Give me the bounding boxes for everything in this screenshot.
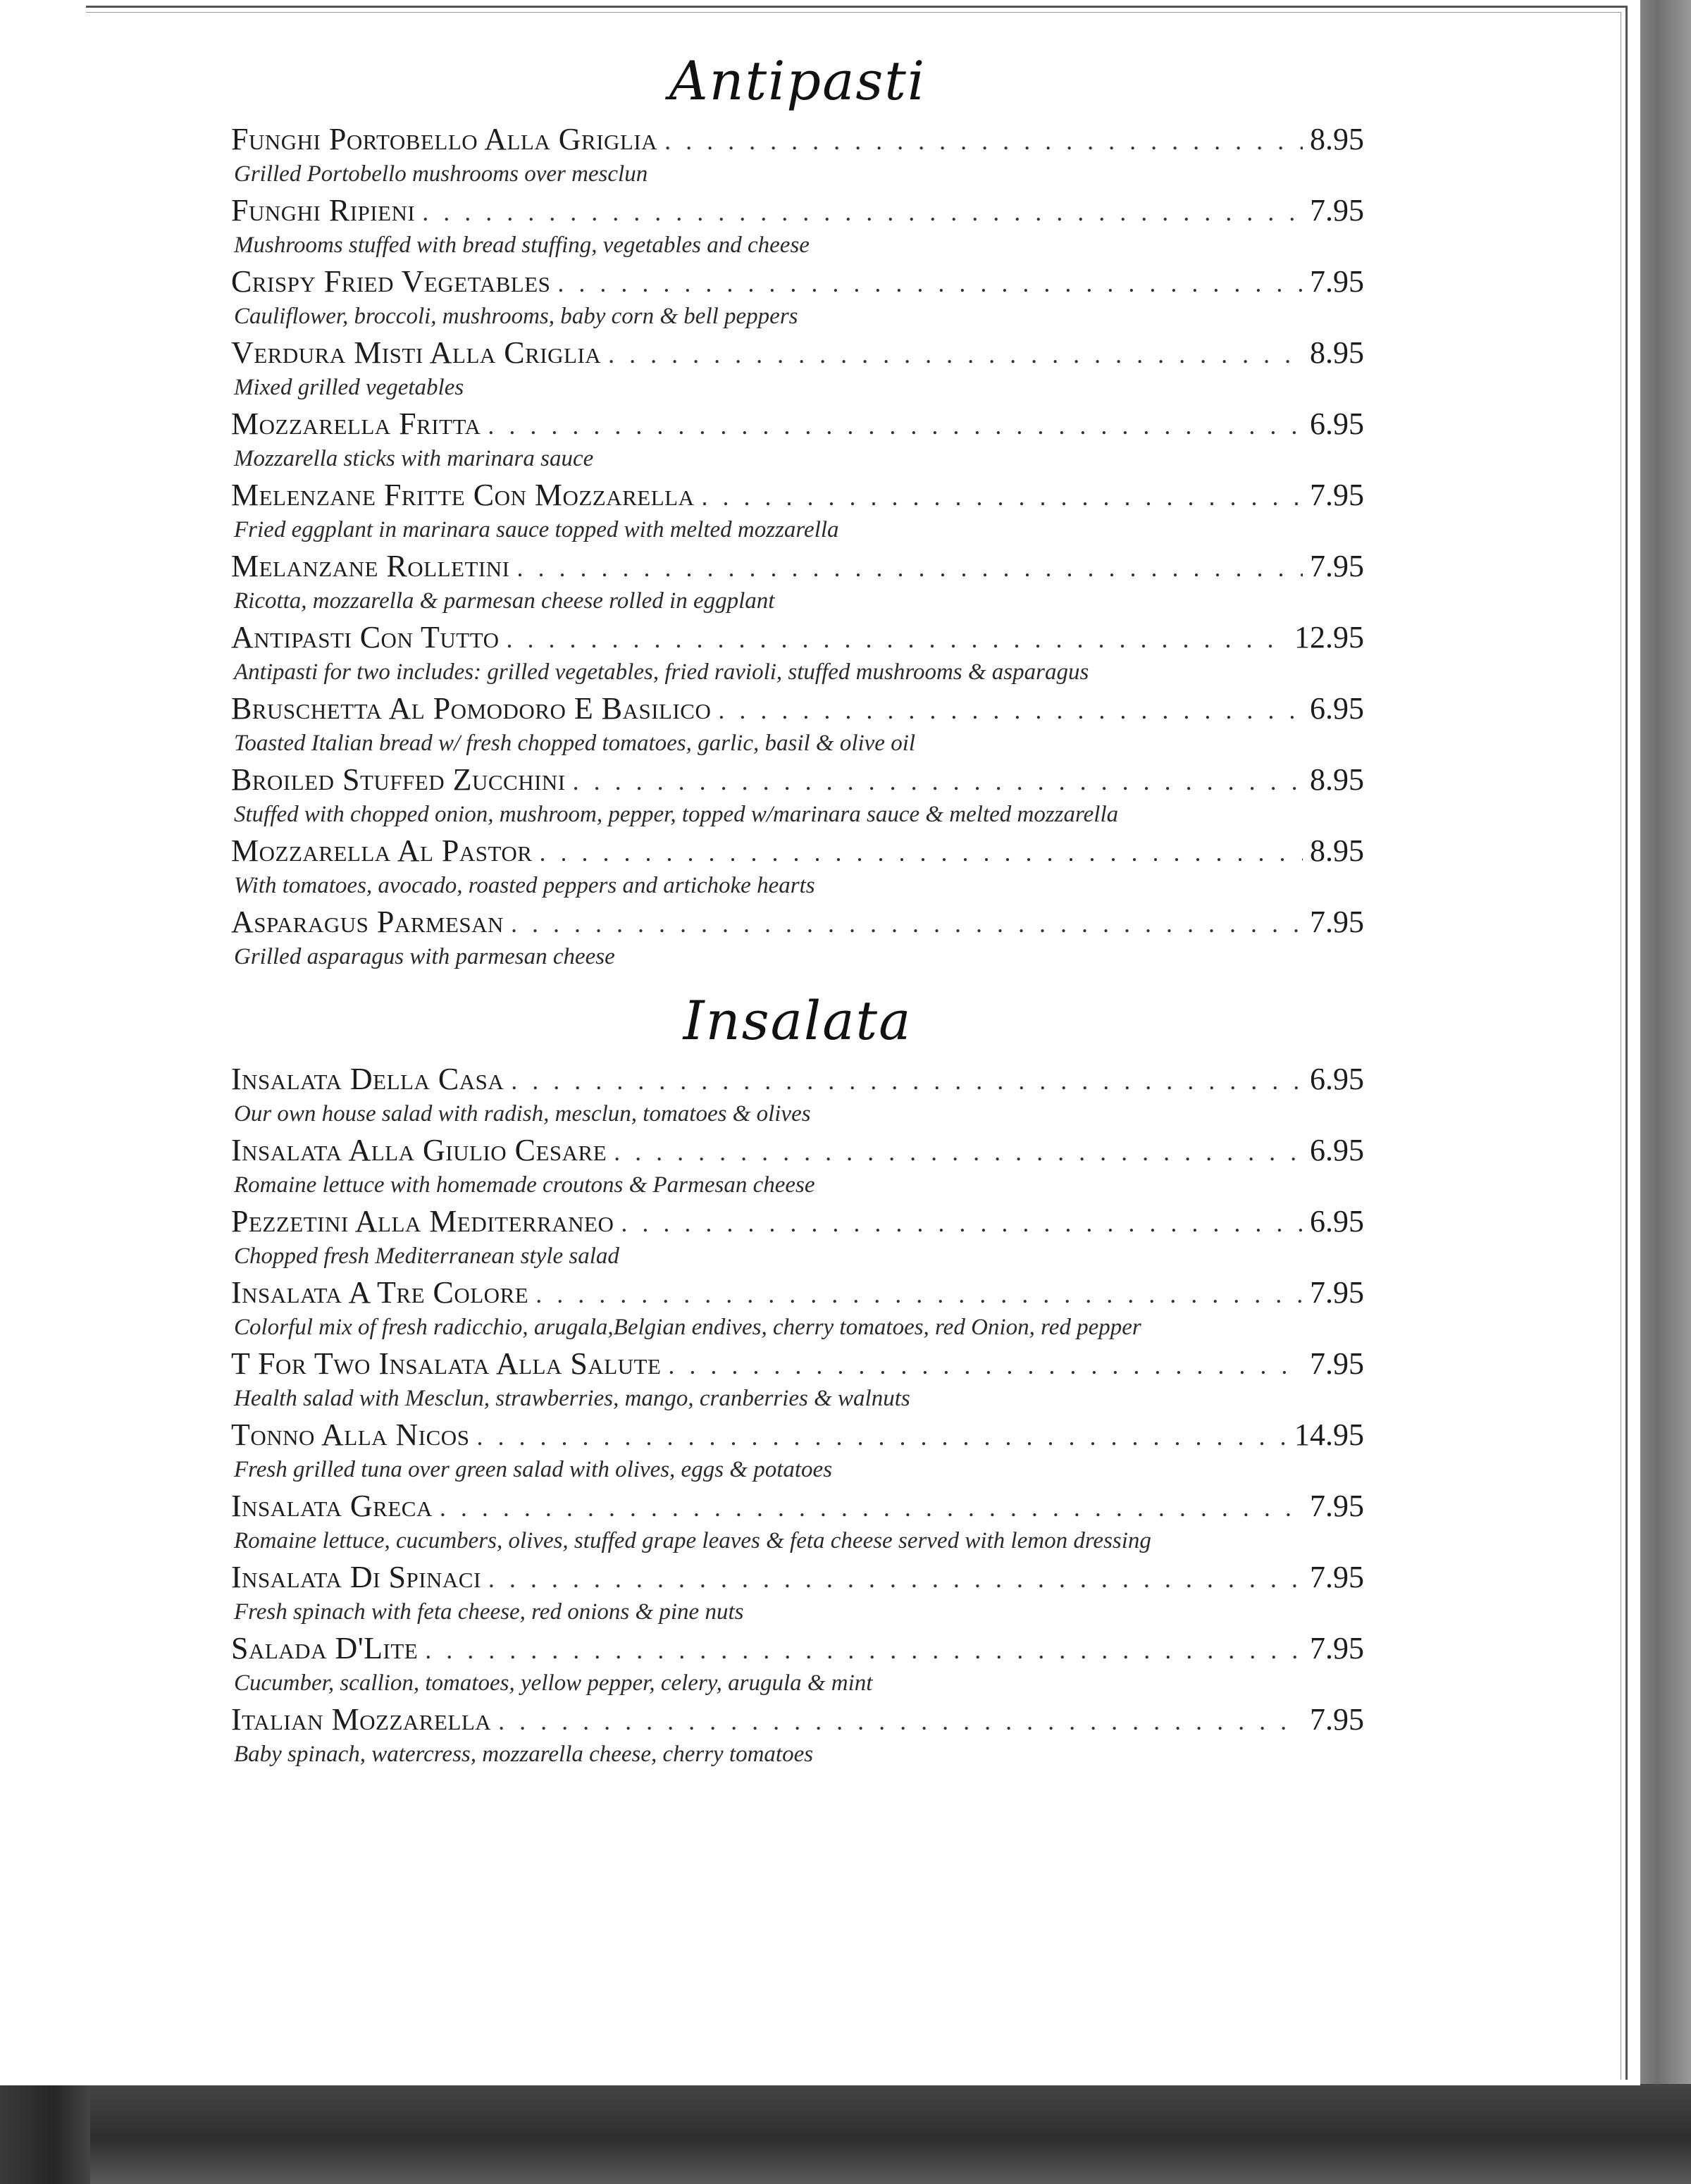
dot-leader [511, 904, 1303, 943]
menu-item-name: Broiled Stuffed Zucchini [231, 762, 566, 797]
menu-item-line [231, 547, 1364, 586]
dot-leader [516, 548, 1303, 588]
menu-item-line [231, 476, 1364, 515]
menu-item-name: Mozzarella Fritta [231, 407, 481, 441]
menu-item-price: 6.95 [1310, 407, 1364, 441]
menu-item-price: 7.95 [1310, 905, 1364, 939]
menu-item-price: 7.95 [1310, 1631, 1364, 1665]
menu-item-name: Verdura Misti Alla Criglia [231, 335, 602, 370]
menu-item-description: Cauliflower, broccoli, mushrooms, baby corn & bell peppers [234, 304, 798, 329]
dot-leader [425, 1630, 1303, 1670]
dot-leader [476, 1417, 1287, 1456]
menu-item [231, 1344, 1364, 1415]
dot-leader [422, 192, 1303, 232]
menu-item-line [231, 333, 1364, 373]
menu-item-name: Tonno Alla Nicos [231, 1417, 470, 1452]
menu-item-price: 6.95 [1310, 1204, 1364, 1239]
menu-item-name: Bruschetta Al Pomodoro E Basilico [231, 691, 712, 726]
menu-item-name: Italian Mozzarella [231, 1702, 492, 1737]
dot-leader [621, 1203, 1303, 1243]
menu-item-description: Chopped fresh Mediterranean style salad [234, 1243, 619, 1269]
dot-leader [507, 619, 1288, 659]
dot-leader [718, 690, 1303, 730]
menu-item-line [231, 1273, 1364, 1313]
menu-item-name: T For Two Insalata Alla Salute [231, 1346, 662, 1381]
menu-item-name: Melenzane Fritte Con Mozzarella [231, 478, 695, 512]
menu-item-line [231, 1629, 1364, 1668]
menu-item-description: Our own house salad with radish, mesclun, tomatoes & olives [234, 1101, 811, 1127]
menu-item [231, 1273, 1364, 1344]
menu-item-price: 12.95 [1294, 620, 1364, 654]
menu-item-line [231, 831, 1364, 871]
menu-item [231, 760, 1364, 831]
menu-item [231, 1700, 1364, 1771]
menu-item-name: Insalata Di Spinaci [231, 1560, 481, 1594]
dot-leader [557, 263, 1303, 303]
menu-item [231, 618, 1364, 689]
dot-leader [573, 762, 1303, 801]
menu-content [231, 42, 1364, 1780]
menu-item-name: Antipasti Con Tutto [231, 620, 500, 654]
dot-leader [664, 121, 1303, 161]
menu-item-name: Crispy Fried Vegetables [231, 264, 551, 299]
menu-item-price: 6.95 [1310, 1133, 1364, 1167]
menu-item [231, 1060, 1364, 1131]
menu-item-name: Mozzarella Al Pastor [231, 833, 533, 868]
menu-item-line [231, 120, 1364, 159]
menu-item [231, 689, 1364, 760]
menu-item-description: Toasted Italian bread w/ fresh chopped tomatoes, garlic, basil & olive oil [234, 731, 916, 756]
menu-item-name: Insalata Alla Giulio Cesare [231, 1133, 607, 1167]
menu-item-description: Antipasti for two includes: grilled vegetables, fried ravioli, stuffed mushrooms & asparagus [234, 659, 1089, 685]
menu-item-description: Grilled Portobello mushrooms over mesclun [234, 161, 648, 187]
menu-item [231, 547, 1364, 618]
menu-item-description: Fried eggplant in marinara sauce topped with melted mozzarella [234, 517, 839, 542]
menu-item-description: Fresh grilled tuna over green salad with olives, eggs & potatoes [234, 1457, 833, 1482]
menu-item-description: Baby spinach, watercress, mozzarella cheese, cherry tomatoes [234, 1742, 814, 1767]
menu-item-line [231, 1487, 1364, 1526]
menu-item-line [231, 618, 1364, 657]
menu-item [231, 476, 1364, 547]
section-insalata [231, 982, 1364, 1771]
menu-item-description: Colorful mix of fresh radicchio, arugala,Belgian endives, cherry tomatoes, red Onion, red pepper [234, 1315, 1141, 1340]
section-title-insalata: Insalata [683, 989, 912, 1052]
menu-item-price: 7.95 [1310, 478, 1364, 512]
menu-item-name: Insalata Greca [231, 1489, 433, 1523]
menu-item-line [231, 689, 1364, 728]
menu-item-description: Grilled asparagus with parmesan cheese [234, 944, 615, 969]
menu-item-description: Mushrooms stuffed with bread stuffing, vegetables and cheese [234, 232, 810, 258]
menu-item [231, 1487, 1364, 1558]
menu-item [231, 262, 1364, 333]
menu-item-price: 7.95 [1310, 1702, 1364, 1737]
menu-item-line [231, 1700, 1364, 1739]
menu-item-price: 7.95 [1310, 1275, 1364, 1310]
dot-leader [498, 1701, 1303, 1741]
menu-item-price: 6.95 [1310, 691, 1364, 726]
menu-item-line [231, 1131, 1364, 1170]
menu-item [231, 1415, 1364, 1487]
menu-item [231, 831, 1364, 902]
menu-item-line [231, 1344, 1364, 1384]
menu-item-line [231, 902, 1364, 942]
dot-leader [511, 1061, 1303, 1100]
menu-item [231, 1558, 1364, 1629]
menu-item-description: Fresh spinach with feta cheese, red onions & pine nuts [234, 1599, 744, 1625]
dot-leader [668, 1346, 1303, 1385]
dot-leader [488, 1559, 1303, 1599]
menu-item-price: 7.95 [1310, 1346, 1364, 1381]
menu-item-line [231, 1202, 1364, 1241]
menu-item-name: Asparagus Parmesan [231, 905, 504, 939]
scan-shadow-bottom [0, 2084, 1691, 2184]
menu-item-price: 8.95 [1310, 122, 1364, 156]
menu-item-price: 8.95 [1310, 335, 1364, 370]
menu-item [231, 333, 1364, 404]
menu-item-line [231, 262, 1364, 302]
menu-item-description: Mozzarella sticks with marinara sauce [234, 446, 594, 471]
menu-item [231, 902, 1364, 974]
menu-item-description: Stuffed with chopped onion, mushroom, pepper, topped w/marinara sauce & melted mozzarella [234, 802, 1119, 827]
dot-leader [539, 833, 1303, 872]
menu-item-line [231, 1060, 1364, 1099]
menu-item [231, 1202, 1364, 1273]
menu-item-description: Cucumber, scallion, tomatoes, yellow pepper, celery, arugula & mint [234, 1670, 873, 1696]
section-antipasti [231, 42, 1364, 974]
dot-leader [488, 406, 1303, 445]
menu-item-line [231, 191, 1364, 230]
dot-leader [702, 477, 1303, 516]
menu-item-name: Insalata Della Casa [231, 1062, 504, 1096]
menu-item [231, 404, 1364, 476]
menu-item-price: 7.95 [1310, 193, 1364, 228]
section-title-antipasti: Antipasti [669, 49, 927, 112]
menu-item-description: Mixed grilled vegetables [234, 375, 464, 400]
menu-item-name: Salada D'Lite [231, 1631, 419, 1665]
menu-item-description: With tomatoes, avocado, roasted peppers and artichoke hearts [234, 873, 815, 898]
dot-leader [614, 1132, 1303, 1172]
menu-item-line [231, 760, 1364, 800]
menu-item-price: 8.95 [1310, 762, 1364, 797]
menu-item-line [231, 1415, 1364, 1455]
menu-item-name: Insalata A Tre Colore [231, 1275, 529, 1310]
menu-item [231, 191, 1364, 262]
menu-item [231, 1629, 1364, 1700]
menu-item-price: 8.95 [1310, 833, 1364, 868]
menu-item-description: Romaine lettuce with homemade croutons & Parmesan cheese [234, 1172, 815, 1198]
menu-item-price: 7.95 [1310, 1560, 1364, 1594]
item-list [231, 1060, 1364, 1771]
menu-item-name: Funghi Ripieni [231, 193, 416, 228]
menu-item [231, 120, 1364, 191]
menu-item-price: 6.95 [1310, 1062, 1364, 1096]
menu-item-description: Ricotta, mozzarella & parmesan cheese rolled in eggplant [234, 588, 775, 614]
menu-item-description: Romaine lettuce, cucumbers, olives, stuffed grape leaves & feta cheese served with lemon dressing [234, 1528, 1151, 1553]
menu-item-price: 14.95 [1294, 1417, 1364, 1452]
menu-item-price: 7.95 [1310, 264, 1364, 299]
menu-item [231, 1131, 1364, 1202]
menu-item-name: Funghi Portobello Alla Griglia [231, 122, 658, 156]
menu-item-line [231, 1558, 1364, 1597]
dot-leader [440, 1488, 1303, 1527]
menu-item-description: Health salad with Mesclun, strawberries, mango, cranberries & walnuts [234, 1386, 910, 1411]
menu-item-price: 7.95 [1310, 1489, 1364, 1523]
menu-item-name: Melanzane Rolletini [231, 549, 510, 583]
dot-leader [535, 1274, 1303, 1314]
scan-shadow-right [1635, 0, 1691, 2184]
menu-item-line [231, 404, 1364, 444]
item-list [231, 120, 1364, 974]
menu-item-price: 7.95 [1310, 549, 1364, 583]
dot-leader [608, 335, 1303, 374]
menu-item-name: Pezzetini Alla Mediterraneo [231, 1204, 614, 1239]
